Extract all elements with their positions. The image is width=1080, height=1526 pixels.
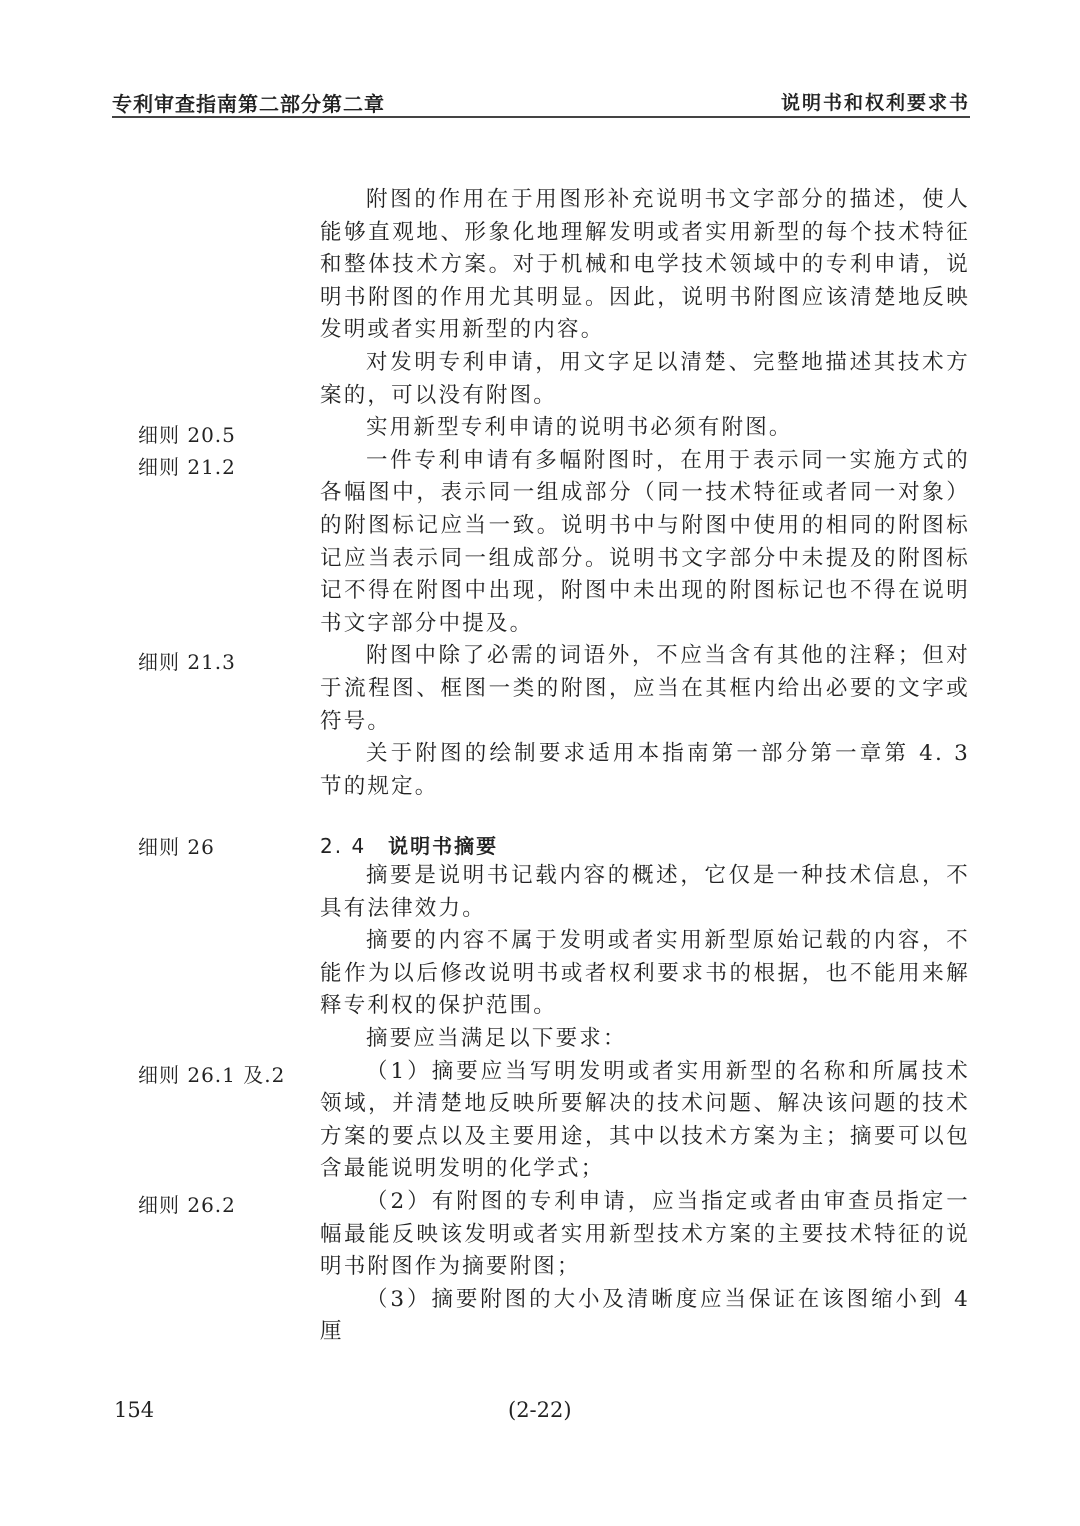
paragraph: 摘要应当满足以下要求： [366, 1025, 627, 1051]
margin-reference: 细则 21.2 [138, 455, 236, 479]
paragraph: 附图的作用在于用图形补充说明书文字部分的描述，使人能够直观地、形象化地理解发明或者实用新型的每个技术特征和整体技术方案。对于机械和电学技术领域中的专利申请，说明书附图的作用尤其明显。因此，说明书附图应该清楚地反映发明或者实用新型的内容。 [320, 187, 970, 343]
header-chapter-title: 专利审查指南第二部分第二章 [112, 92, 385, 116]
running-header [112, 86, 970, 118]
body-block-abstract [320, 860, 970, 1349]
margin-reference: 细则 26 [138, 835, 215, 859]
section-number: 2. 4 [320, 834, 367, 858]
margin-reference: 细则 26.2 [138, 1193, 236, 1217]
paragraph: 实用新型专利申请的说明书必须有附图。 [366, 415, 793, 441]
paragraph: 摘要的内容不属于发明或者实用新型原始记载的内容，不能作为以后修改说明书或者权利要求书的根据，也不能用来解释专利权的保护范围。 [320, 928, 970, 1019]
paragraph: 对发明专利申请，用文字足以清楚、完整地描述其技术方案的，可以没有附图。 [320, 349, 970, 408]
margin-reference: 细则 21.3 [138, 650, 236, 674]
section-page-number: (2-22) [508, 1398, 572, 1422]
paragraph: （1）摘要应当写明发明或者实用新型的名称和所属技术领域，并清楚地反映所要解决的技术问题、解决该问题的技术方案的要点以及主要用途，其中以技术方案为主；摘要可以包含最能说明发明的化学式； [320, 1058, 970, 1182]
paragraph: 关于附图的绘制要求适用本指南第一部分第一章第 4. 3 节的规定。 [320, 741, 970, 799]
header-section-title: 说明书和权利要求书 [780, 92, 970, 114]
margin-reference: 细则 26.1 及.2 [138, 1063, 286, 1087]
paragraph: 一件专利申请有多幅附图时，在用于表示同一实施方式的各幅图中，表示同一组成部分（同一技术特征或者同一对象）的附图标记应当一致。说明书中与附图中使用的相同的附图标记应当表示同一组成部分。说明书文字部分中未提及的附图标记不得在附图中出现，附图中未出现的附图标记也不得在说明书文字部分中提及。 [320, 447, 970, 636]
section-title: 说明书摘要 [388, 834, 499, 858]
paragraph: 摘要是说明书记载内容的概述，它仅是一种技术信息，不具有法律效力。 [320, 863, 970, 921]
paragraph: 附图中除了必需的词语外，不应当含有其他的注释；但对于流程图、框图一类的附图，应当在其框内给出必要的文字或符号。 [320, 643, 970, 734]
paragraph: （2）有附图的专利申请，应当指定或者由审查员指定一幅最能反映该发明或者实用新型技术方案的主要技术特征的说明书附图作为摘要附图； [320, 1188, 970, 1280]
page-number: 154 [114, 1398, 155, 1422]
section-heading [320, 830, 498, 859]
body-block-figures [320, 184, 970, 803]
paragraph: （3）摘要附图的大小及清晰度应当保证在该图缩小到 4 厘 [320, 1286, 970, 1345]
margin-reference: 细则 20.5 [138, 423, 236, 447]
